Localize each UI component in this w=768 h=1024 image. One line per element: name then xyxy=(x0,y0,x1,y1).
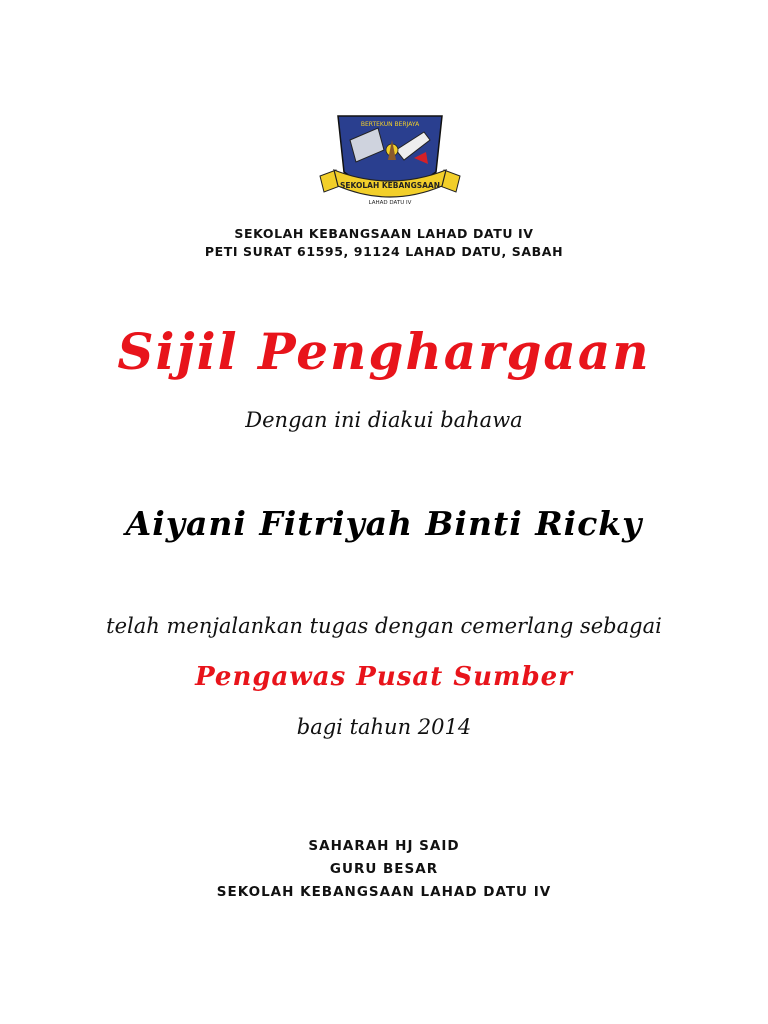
crest-banner-text: SEKOLAH KEBANGSAAN xyxy=(339,181,441,190)
school-crest-logo xyxy=(318,110,462,212)
signatory-name: SAHARAH HJ SAID xyxy=(308,838,460,854)
intro-text: Dengan ini diakui bahawa xyxy=(245,408,523,432)
recipient-name: Aiyani Fitriyah Binti Ricky xyxy=(125,504,643,543)
role-title: Pengawas Pusat Sumber xyxy=(195,662,573,692)
statement-text: telah menjalankan tugas dengan cemerlang sebagai xyxy=(106,614,662,638)
school-name-header: SEKOLAH KEBANGSAAN LAHAD DATU IV xyxy=(234,226,534,241)
certificate-title: Sijil Penghargaan xyxy=(117,322,651,381)
signatory-school: SEKOLAH KEBANGSAAN LAHAD DATU IV xyxy=(216,884,552,900)
crest-lower-text: LAHAD DATU IV xyxy=(368,200,412,206)
year-line: bagi tahun 2014 xyxy=(296,715,472,739)
school-address: PETI SURAT 61595, 91124 LAHAD DATU, SABAH xyxy=(204,244,564,259)
signatory-position: GURU BESAR xyxy=(329,861,439,877)
crest-arc-text: BERTEKUN BERJAYA xyxy=(360,121,420,128)
